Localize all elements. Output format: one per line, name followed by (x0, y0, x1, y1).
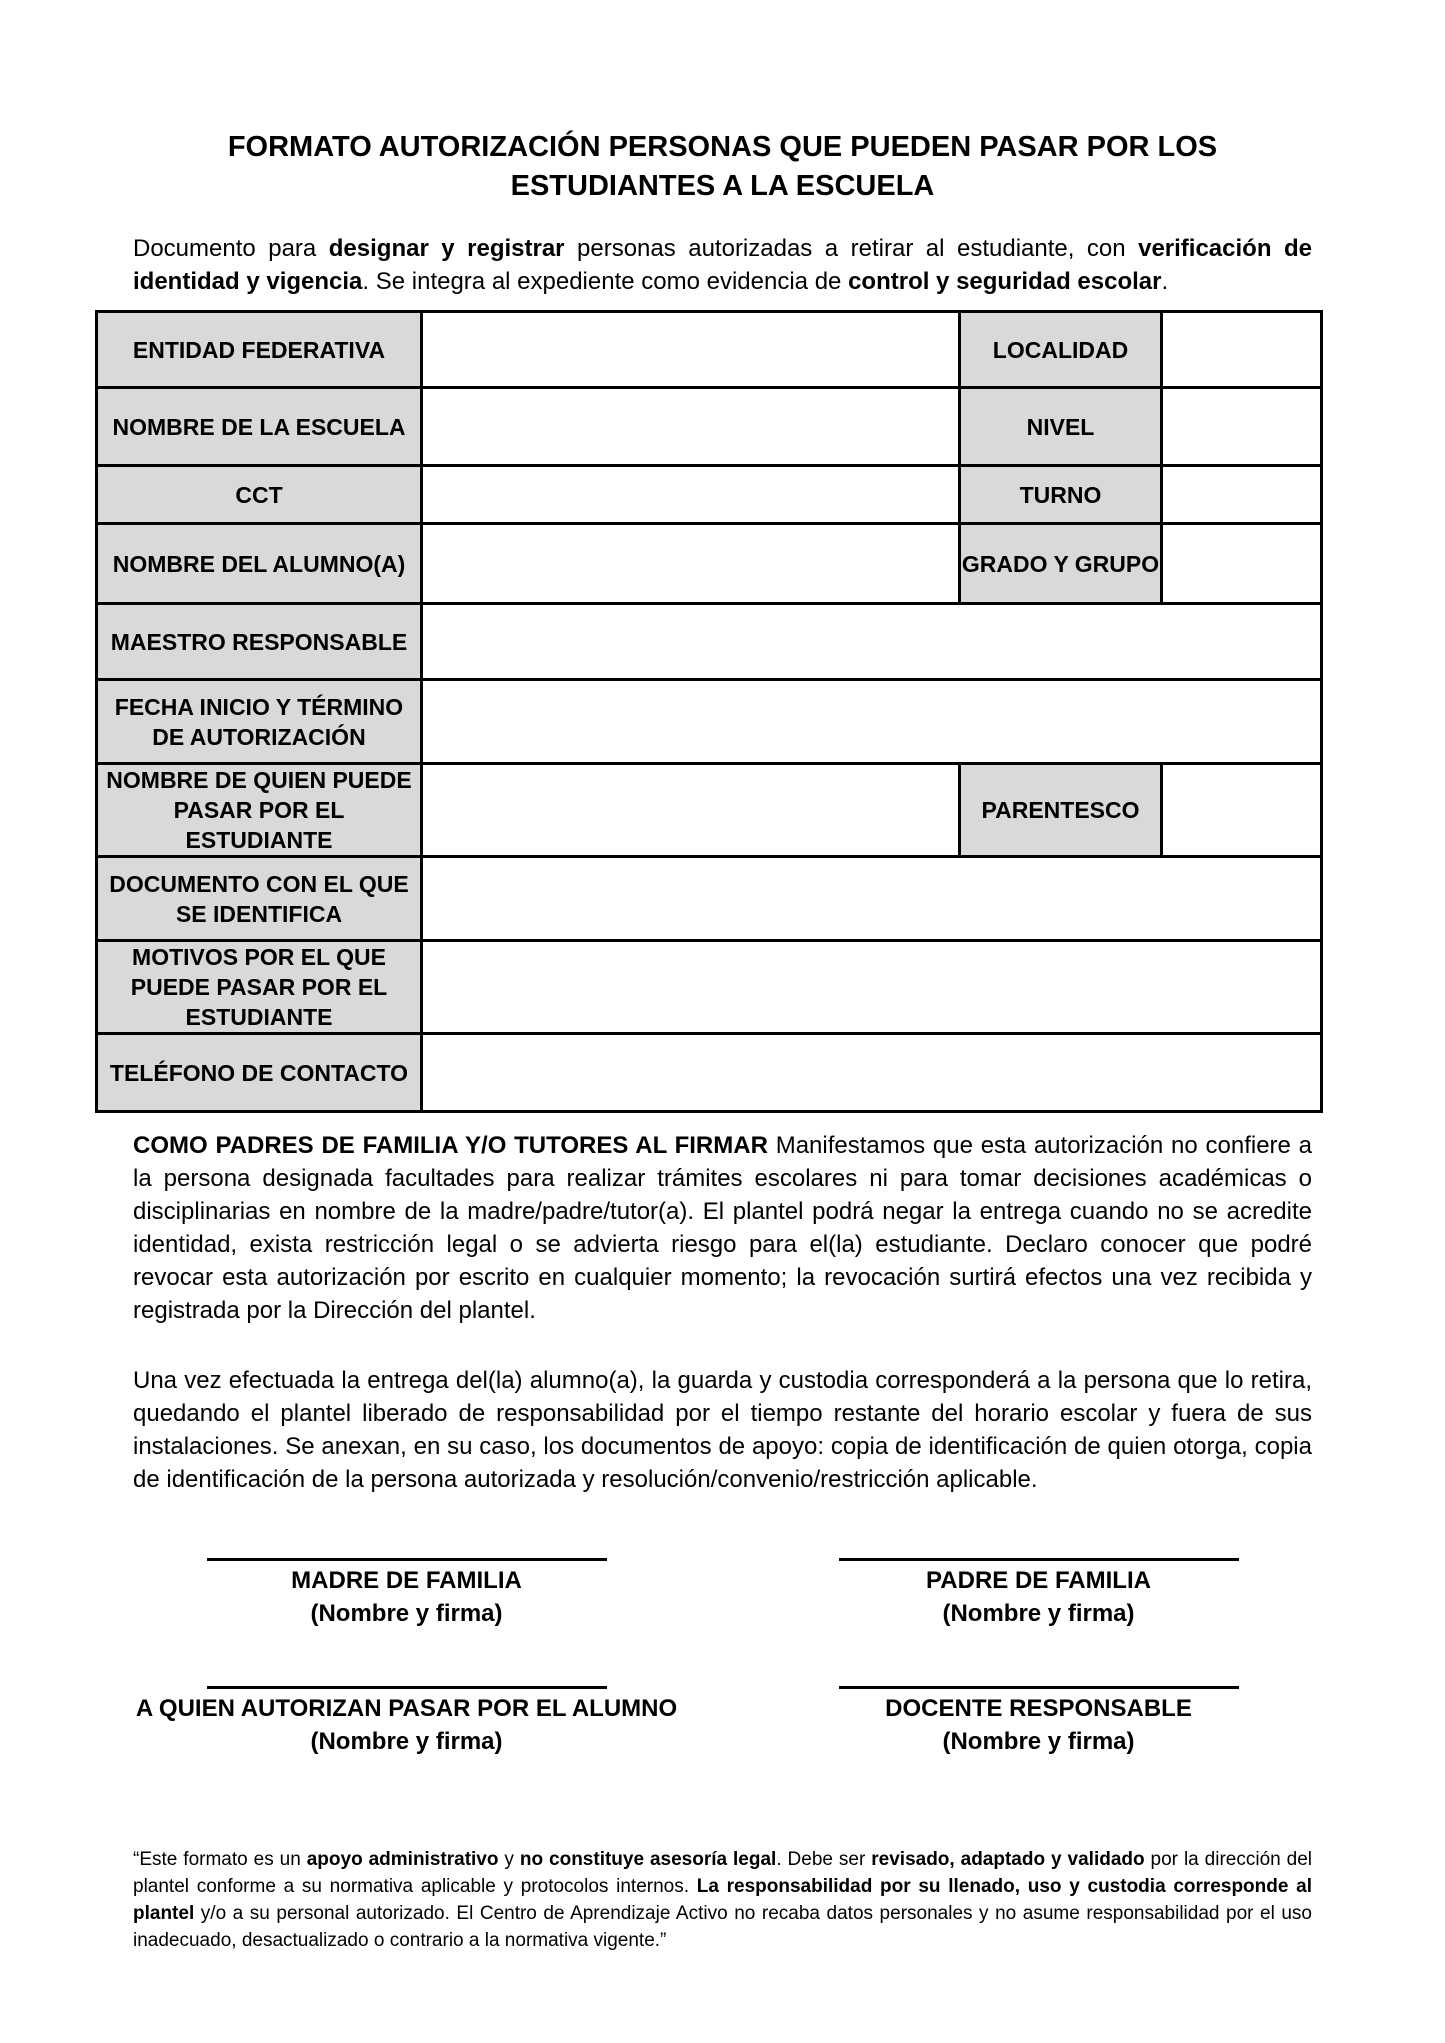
label-nivel: NIVEL (960, 388, 1162, 466)
signature-subtitle: (Nombre y firma) (310, 1600, 503, 1627)
label-parentesco: PARENTESCO (960, 764, 1162, 857)
table-row (97, 764, 1322, 857)
declaration-paragraph (133, 1129, 1312, 1327)
field-localidad[interactable] (1162, 312, 1322, 388)
label-fecha-autorizacion: FECHA INICIO Y TÉRMINO DE AUTORIZACIÓN (97, 680, 422, 764)
table-row (97, 466, 1322, 524)
field-cct[interactable] (422, 466, 960, 524)
signature-docente (765, 1686, 1312, 1758)
field-entidad-federativa[interactable] (422, 312, 960, 388)
signature-title: A QUIEN AUTORIZAN PASAR POR EL ALUMNO (135, 1695, 678, 1722)
intro-text: . Se integra al expediente como evidencia de (362, 268, 849, 295)
table-row (97, 524, 1322, 604)
field-fecha-autorizacion[interactable] (422, 680, 1322, 764)
signature-autorizado (133, 1686, 680, 1758)
field-turno[interactable] (1162, 466, 1322, 524)
footer-bold-revisado: revisado, adaptado y validado (871, 1849, 1145, 1870)
signature-title: DOCENTE RESPONSABLE (885, 1695, 1192, 1722)
label-cct: CCT (97, 466, 422, 524)
signature-subtitle: (Nombre y firma) (942, 1728, 1135, 1755)
footer-text: y (498, 1849, 520, 1870)
signature-title: MADRE DE FAMILIA (291, 1567, 522, 1594)
footer-text: por la dirección del plantel conforme a su normativa aplicable y protocolos internos. (133, 1849, 1313, 1897)
footer-bold-asesoria: no constituye asesoría legal (519, 1849, 777, 1870)
footer-text: . Debe ser (776, 1849, 872, 1870)
label-localidad: LOCALIDAD (960, 312, 1162, 388)
field-nombre-autorizado[interactable] (422, 764, 960, 857)
signature-row-1 (133, 1558, 1312, 1630)
signature-row-2 (133, 1686, 1312, 1758)
declaration-bold-lead: COMO PADRES DE FAMILIA Y/O TUTORES AL FIRMAR (133, 1132, 768, 1159)
field-documento-identifica[interactable] (422, 857, 1322, 941)
field-parentesco[interactable] (1162, 764, 1322, 857)
field-motivos[interactable] (422, 941, 1322, 1034)
field-maestro-responsable[interactable] (422, 604, 1322, 680)
delivery-paragraph (133, 1364, 1312, 1496)
doc-title-line1: FORMATO AUTORIZACIÓN PERSONAS QUE PUEDEN PASAR POR LOS (227, 131, 1218, 163)
table-row (97, 312, 1322, 388)
field-telefono[interactable] (422, 1034, 1322, 1112)
table-row (97, 857, 1322, 941)
authorization-table (95, 310, 1323, 1113)
intro-bold-control: control y seguridad escolar (848, 268, 1162, 295)
field-nivel[interactable] (1162, 388, 1322, 466)
field-nombre-alumno[interactable] (422, 524, 960, 604)
label-documento-identifica: DOCUMENTO CON EL QUE SE IDENTIFICA (97, 857, 422, 941)
table-row (97, 1034, 1322, 1112)
footer-text: “Este formato es un (133, 1849, 307, 1870)
label-turno: TURNO (960, 466, 1162, 524)
label-nombre-autorizado: NOMBRE DE QUIEN PUEDE PASAR POR EL ESTUDIANTE (97, 764, 422, 857)
signature-line[interactable] (207, 1686, 607, 1689)
signature-line[interactable] (839, 1686, 1239, 1689)
signature-padre (765, 1558, 1312, 1630)
footer-text: y/o a su personal autorizado. El Centro de Aprendizaje Activo no recaba datos personales y no asume responsabilidad por el uso inadecuado, desactualizado o contrario a la normativa vigente.” (133, 1903, 1312, 1951)
table-row (97, 388, 1322, 466)
table-row (97, 941, 1322, 1034)
intro-text: . (1161, 268, 1169, 295)
intro-text: Documento para (133, 235, 329, 262)
signature-line[interactable] (207, 1558, 607, 1561)
delivery-text: Una vez efectuada la entrega del(la) alumno(a), la guarda y custodia corresponderá a la persona que lo retira, quedando el plantel liberado de responsabilidad por el tiempo restante del horario escolar y fuera de sus instalaciones. Se anexan, en su caso, los documentos de apoyo: copia de identificación de quien otorga, copia de identificación de la persona autorizada y resolución/convenio/restricción aplicable. (133, 1367, 1312, 1493)
doc-title (60, 128, 1385, 206)
label-telefono: TELÉFONO DE CONTACTO (97, 1034, 422, 1112)
signature-subtitle: (Nombre y firma) (310, 1728, 503, 1755)
intro-text: personas autorizadas a retirar al estudiante, con (564, 235, 1139, 262)
doc-title-line2: ESTUDIANTES A LA ESCUELA (510, 170, 935, 202)
table-row (97, 604, 1322, 680)
footer-bold-apoyo: apoyo administrativo (306, 1849, 499, 1870)
label-nombre-alumno: NOMBRE DEL ALUMNO(A) (97, 524, 422, 604)
field-nombre-escuela[interactable] (422, 388, 960, 466)
signature-madre (133, 1558, 680, 1630)
signature-subtitle: (Nombre y firma) (942, 1600, 1135, 1627)
intro-bold-designar: designar y registrar (328, 235, 565, 262)
intro-bold-verificacion: verificación de identidad y vigencia (133, 235, 1312, 295)
footer-bold-responsabilidad: La responsabilidad por su llenado, uso y custodia corresponde al plantel (133, 1876, 1312, 1924)
label-grado-grupo: GRADO Y GRUPO (960, 524, 1162, 604)
signature-line[interactable] (839, 1558, 1239, 1561)
label-nombre-escuela: NOMBRE DE LA ESCUELA (97, 388, 422, 466)
declaration-text: Manifestamos que esta autorización no confiere a la persona designada facultades para realizar trámites escolares ni para tomar decisiones académicas o disciplinarias en nombre de la madre/padre/tutor(a). El plantel podrá negar la entrega cuando no se acredite identidad, exista restricción legal o se advierta riesgo para el(la) estudiante. Declaro conocer que podré revocar esta autorización por escrito en cualquier momento; la revocación surtirá efectos una vez recibida y registrada por la Dirección del plantel. (133, 1132, 1313, 1324)
table-row (97, 680, 1322, 764)
signature-title: PADRE DE FAMILIA (926, 1567, 1151, 1594)
field-grado-grupo[interactable] (1162, 524, 1322, 604)
label-maestro-responsable: MAESTRO RESPONSABLE (97, 604, 422, 680)
intro-paragraph (133, 232, 1312, 298)
authorization-table-wrapper (95, 310, 1445, 1113)
label-entidad-federativa: ENTIDAD FEDERATIVA (97, 312, 422, 388)
footer-disclaimer (133, 1846, 1312, 1954)
label-motivos: MOTIVOS POR EL QUE PUEDE PASAR POR EL ESTUDIANTE (97, 941, 422, 1034)
